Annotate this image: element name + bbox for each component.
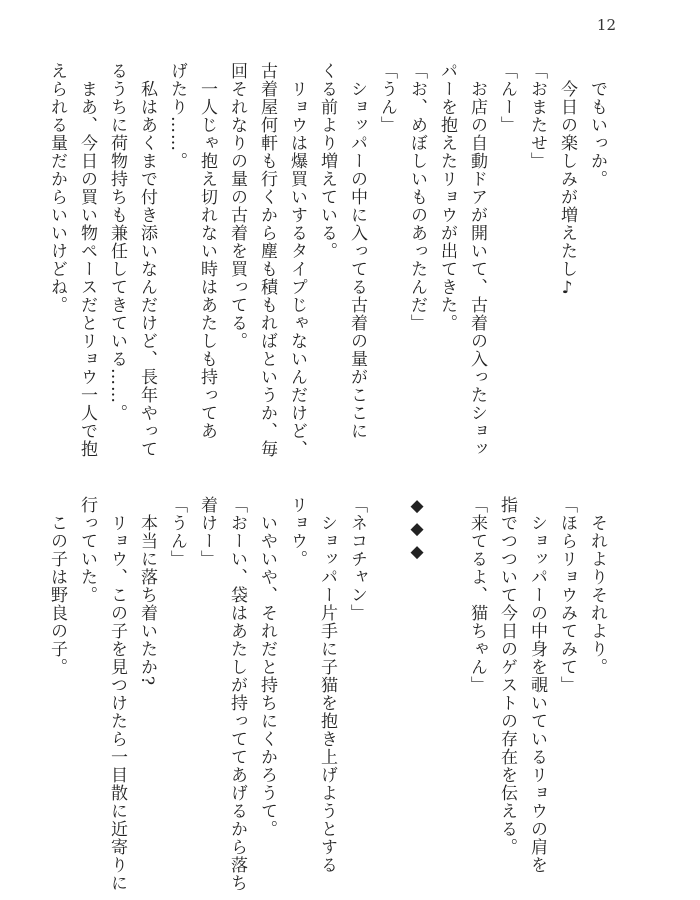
text-line: 本当に落ち着いたか? — [137, 496, 157, 687]
text-line: 指でつついて今日のゲストの存在を伝える。 — [497, 496, 517, 856]
scene-separator: ◆◆◆ — [407, 496, 427, 565]
text-line: 古着屋何軒も行くから塵も積もればというか、毎 — [257, 62, 277, 458]
blank-line — [372, 496, 402, 876]
text-line: リョウ、この子を見つけたら一目散に近寄りに — [107, 496, 127, 892]
text-line: ショッパーの中に入ってる古着の量がここに — [347, 62, 367, 440]
page-number: 12 — [596, 16, 616, 34]
text-line: パーを抱えたリョウが出てきた。 — [437, 62, 457, 332]
text-line: この子は野良の子。 — [47, 496, 67, 676]
text-line: リョウ。 — [287, 496, 307, 568]
text-line: ショッパー片手に子猫を抱き上げようとする — [317, 496, 337, 874]
text-line: 一人じゃ抱え切れない時はあたしも持ってあ — [197, 62, 217, 440]
text-line: げたり……。 — [167, 62, 187, 170]
text-line: ショッパーの中身を覗いているリョウの肩を — [527, 496, 547, 874]
text-line: お店の自動ドアが開いて、古着の入ったショッ — [467, 62, 487, 458]
text-line: 「ほらリョウみてみて」 — [557, 496, 577, 694]
text-line: 「お、めぼしいものあったんだ」 — [407, 62, 427, 332]
text-line: リョウは爆買いするタイプじゃないんだけど、 — [287, 62, 307, 458]
text-line: くる前より増えている。 — [317, 62, 337, 260]
text-line: 「来てるよ、猫ちゃん」 — [467, 496, 487, 694]
text-line: 回それなりの量の古着を買ってる。 — [227, 62, 247, 350]
text-line: まあ、今日の買い物ペースだとリョウ一人で抱 — [77, 62, 97, 458]
text-line: るうちに荷物持ちも兼任してきている……。 — [107, 62, 127, 422]
text-line: 「うん」 — [167, 496, 187, 568]
text-line: でもいっか。 — [587, 62, 607, 188]
text-line: 今日の楽しみが増えたし♪ — [557, 62, 577, 299]
text-block-top — [47, 62, 612, 472]
text-line: それよりそれより。 — [587, 496, 607, 676]
text-line: 「おまたせ」 — [527, 62, 547, 170]
text-line: 「うん」 — [377, 62, 397, 134]
blank-line — [432, 496, 462, 876]
text-line: 「ネコチャン」 — [347, 496, 367, 622]
text-line: いやいや、それだと持ちにくかろうて。 — [257, 496, 277, 838]
text-line: 「んー」 — [497, 62, 517, 134]
text-line: 着けー」 — [197, 496, 217, 568]
text-line: 私はあくまで付き添いなんだけど、長年やって — [137, 62, 157, 458]
text-block-bottom — [47, 496, 612, 892]
text-line: 「おーい、袋はあたしが持っててあげるから落ち — [227, 496, 247, 892]
text-line: 行っていた。 — [77, 496, 97, 604]
text-line: えられる量だからいいけどね。 — [47, 62, 67, 314]
